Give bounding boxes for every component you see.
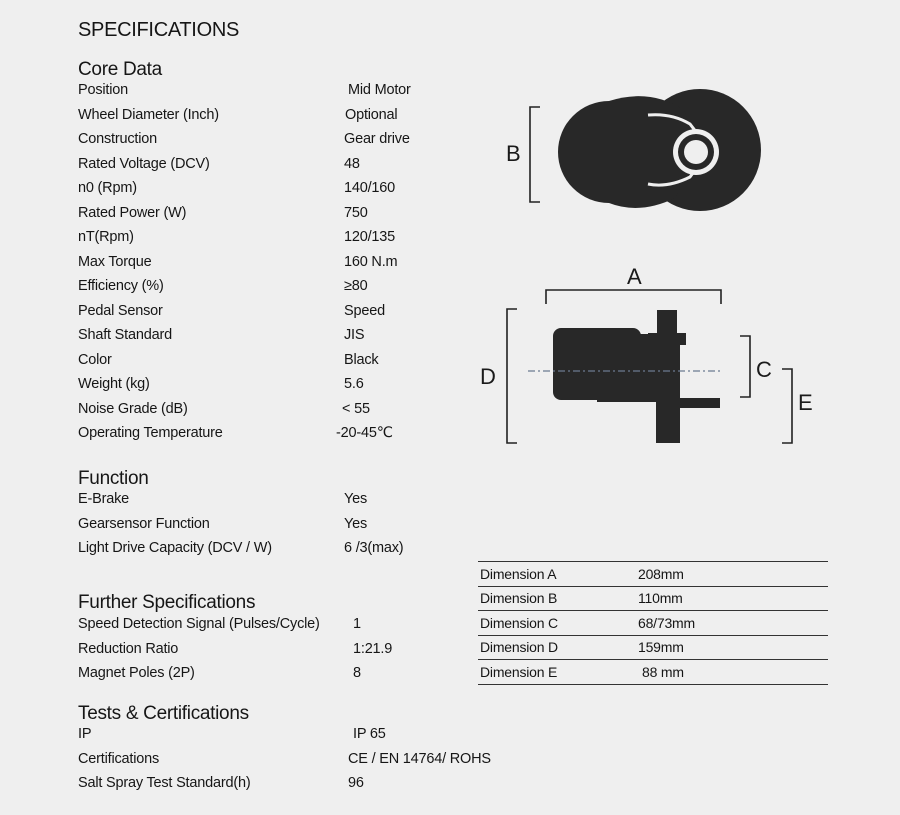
spec-label: Magnet Poles (2P) xyxy=(78,665,195,681)
spec-label: nT(Rpm) xyxy=(78,229,134,245)
dimension-label: Dimension E xyxy=(478,660,632,685)
spec-value: IP 65 xyxy=(353,726,386,742)
diagram-letter-a: A xyxy=(627,264,642,289)
spec-value: Yes xyxy=(344,491,368,507)
diagram-letter-b: B xyxy=(506,141,521,166)
page-title: SPECIFICATIONS xyxy=(78,19,240,41)
spec-label: Pedal Sensor xyxy=(78,302,163,319)
spec-value: Black xyxy=(344,351,379,368)
dimension-d-bracket xyxy=(507,309,517,443)
dimension-value: 88 mm xyxy=(632,660,828,685)
spec-label: Shaft Standard xyxy=(78,327,172,343)
spec-value: ≥80 xyxy=(344,278,368,294)
further-specs-heading: Further Specifications xyxy=(78,592,256,613)
spec-label: Salt Spray Test Standard(h) xyxy=(78,775,251,791)
spec-label: Operating Temperature xyxy=(78,425,223,441)
dimension-value: 159mm xyxy=(632,635,828,660)
table-row xyxy=(478,586,828,611)
spec-label: Rated Power (W) xyxy=(78,204,187,221)
table-row xyxy=(478,611,828,636)
spec-value: 5.6 xyxy=(344,376,364,392)
table-row xyxy=(478,660,828,685)
spec-value: CE / EN 14764/ ROHS xyxy=(348,750,491,767)
spec-label: Weight (kg) xyxy=(78,376,150,392)
dimension-value: 68/73mm xyxy=(632,611,828,636)
table-row xyxy=(478,635,828,660)
spec-label: Noise Grade (dB) xyxy=(78,400,188,417)
spec-value: Speed xyxy=(344,302,385,319)
spec-label: n0 (Rpm) xyxy=(78,180,137,196)
spec-value: 140/160 xyxy=(344,180,396,196)
spec-value: 160 N.m xyxy=(344,253,398,270)
dimension-e-bracket xyxy=(782,369,792,443)
dimension-c-bracket xyxy=(740,336,750,397)
diagram-letter-d: D xyxy=(480,364,496,389)
function-heading: Function xyxy=(78,468,149,489)
spec-value: -20-45℃ xyxy=(336,425,393,441)
spec-label: Speed Detection Signal (Pulses/Cycle) xyxy=(78,616,320,632)
spec-label: Certifications xyxy=(78,750,160,767)
spec-label: IP xyxy=(78,726,92,742)
spec-value: 750 xyxy=(344,204,368,221)
spec-label: Gearsensor Function xyxy=(78,515,210,532)
dimension-table xyxy=(478,561,828,685)
diagram-letter-c: C xyxy=(756,357,772,382)
motor-front-shape xyxy=(553,310,720,443)
spec-value: 120/135 xyxy=(344,229,396,245)
spec-value: Yes xyxy=(344,515,368,532)
spec-label: Light Drive Capacity (DCV / W) xyxy=(78,540,272,556)
spec-value: 48 xyxy=(344,155,360,172)
spec-value: Gear drive xyxy=(344,131,410,147)
spec-label: E-Brake xyxy=(78,491,129,507)
spec-label: Color xyxy=(78,351,112,368)
table-row xyxy=(478,562,828,587)
dimension-value: 110mm xyxy=(632,586,828,611)
spec-value: 96 xyxy=(348,775,364,791)
spec-label: Rated Voltage (DCV) xyxy=(78,155,210,172)
spec-label: Efficiency (%) xyxy=(78,278,164,294)
spec-label: Max Torque xyxy=(78,253,152,270)
dimension-label: Dimension A xyxy=(478,562,632,587)
spec-value: 6 /3(max) xyxy=(344,540,404,556)
dimension-label: Dimension C xyxy=(478,611,632,636)
dimension-a-bracket xyxy=(546,290,721,304)
spec-value: Mid Motor xyxy=(348,82,411,98)
diagram-letter-e: E xyxy=(798,390,813,415)
spec-value: 1:21.9 xyxy=(353,640,393,657)
dimension-label: Dimension D xyxy=(478,635,632,660)
spec-value: Optional xyxy=(345,106,398,123)
spec-label: Reduction Ratio xyxy=(78,640,179,657)
spec-label: Wheel Diameter (Inch) xyxy=(78,106,219,123)
dimension-value: 208mm xyxy=(632,562,828,587)
spec-value: < 55 xyxy=(342,400,370,417)
dimension-label: Dimension B xyxy=(478,586,632,611)
spec-value: 1 xyxy=(353,616,361,632)
spec-value: 8 xyxy=(353,665,361,681)
core-data-heading: Core Data xyxy=(78,59,162,80)
spec-value: JIS xyxy=(344,327,365,343)
spec-label: Construction xyxy=(78,131,157,147)
tests-heading: Tests & Certifications xyxy=(78,703,249,724)
spec-label: Position xyxy=(78,82,128,98)
